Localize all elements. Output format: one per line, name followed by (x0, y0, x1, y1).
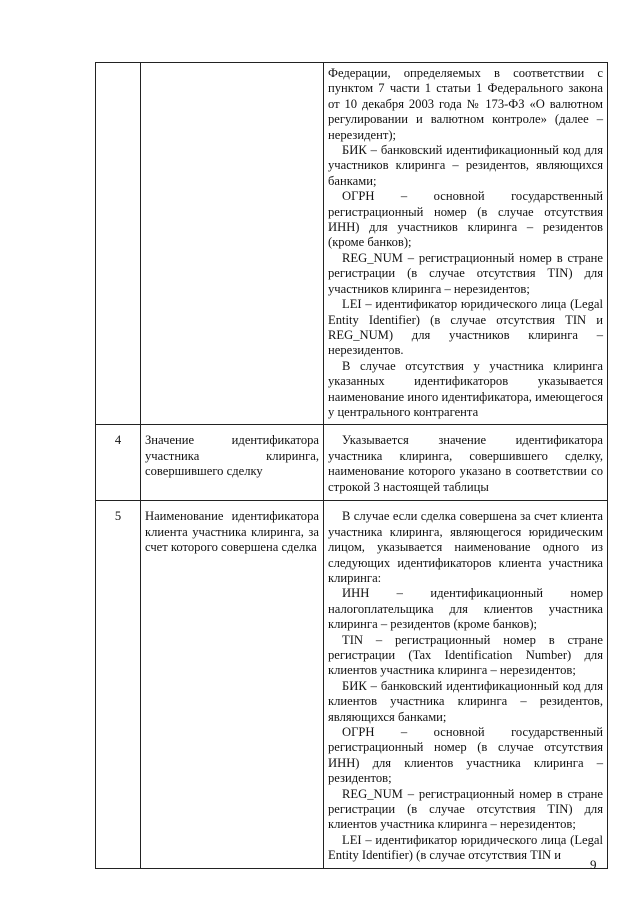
row-number: 4 (96, 425, 141, 501)
description-paragraph: ИНН – идентификационный номер налогоплательщика для клиентов участника клиринга – резидентов (кроме банков); (328, 586, 603, 632)
description-paragraph: LEI – идентификатор юридического лица (Legal Entity Identifier) (в случае отсутствия TIN и REG_NUM) для участников клиринга – нерезидентов. (328, 297, 603, 358)
requirements-table (95, 62, 608, 869)
description-paragraph: Указывается значение идентификатора участника клиринга, совершившего сделку, наименование которого указано в соответствии со строкой 3 настоящей таблицы (328, 433, 603, 494)
row-field-name: Наименование идентификатора клиента участника клиринга, за счет которого совершена сделка (141, 501, 324, 868)
description-paragraph: ОГРН – основной государственный регистрационный номер (в случае отсутствия ИНН) для участников клиринга – резидентов (кроме банков); (328, 189, 603, 250)
description-paragraph: БИК – банковский идентификационный код для клиентов участника клиринга – резидентов, являющихся банками; (328, 678, 603, 724)
row-field-name: Значение идентификатора участника клиринга, совершившего сделку (141, 425, 324, 501)
row-number: 5 (96, 501, 141, 868)
page-number: 9 (590, 857, 597, 872)
row-description (324, 63, 608, 425)
row-field-name (141, 63, 324, 425)
description-paragraph: В случае если сделка совершена за счет клиента участника клиринга, являющегося юридическим лицом, указывается наименование одного из следующих идентификаторов клиента участника клиринга: (328, 509, 603, 585)
table-row (96, 501, 608, 868)
description-paragraph: БИК – банковский идентификационный код для участников клиринга – резидентов, являющихся банками; (328, 143, 603, 188)
table-row (96, 63, 608, 425)
description-paragraph: TIN – регистрационный номер в стране регистрации (Tax Identification Number) для клиентов участника клиринга – нерезидентов; (328, 632, 603, 678)
table-row (96, 425, 608, 501)
row-description (324, 501, 608, 868)
description-paragraph: Федерации, определяемых в соответствии с пунктом 7 части 1 статьи 1 Федерального закона от 10 декабря 2003 года № 173-ФЗ «О валютном регулировании и валютном контроле» (далее – нерезидент); (328, 66, 603, 142)
description-paragraph: В случае отсутствия у участника клиринга указанных идентификаторов указывается наименование иного идентификатора, имеющегося у центрального контрагента (328, 358, 603, 419)
description-paragraph: ОГРН – основной государственный регистрационный номер (в случае отсутствия ИНН) для клиентов участника клиринга – резидентов; (328, 725, 603, 786)
description-paragraph: REG_NUM – регистрационный номер в стране регистрации (в случае отсутствия TIN) для участников клиринга – нерезидентов; (328, 250, 603, 296)
row-number (96, 63, 141, 425)
description-paragraph: REG_NUM – регистрационный номер в стране регистрации (в случае отсутствия TIN) для клиентов участника клиринга – нерезидентов; (328, 786, 603, 832)
description-paragraph: LEI – идентификатор юридического лица (Legal Entity Identifier) (в случае отсутствия TIN и (328, 832, 603, 863)
row-description (324, 425, 608, 501)
